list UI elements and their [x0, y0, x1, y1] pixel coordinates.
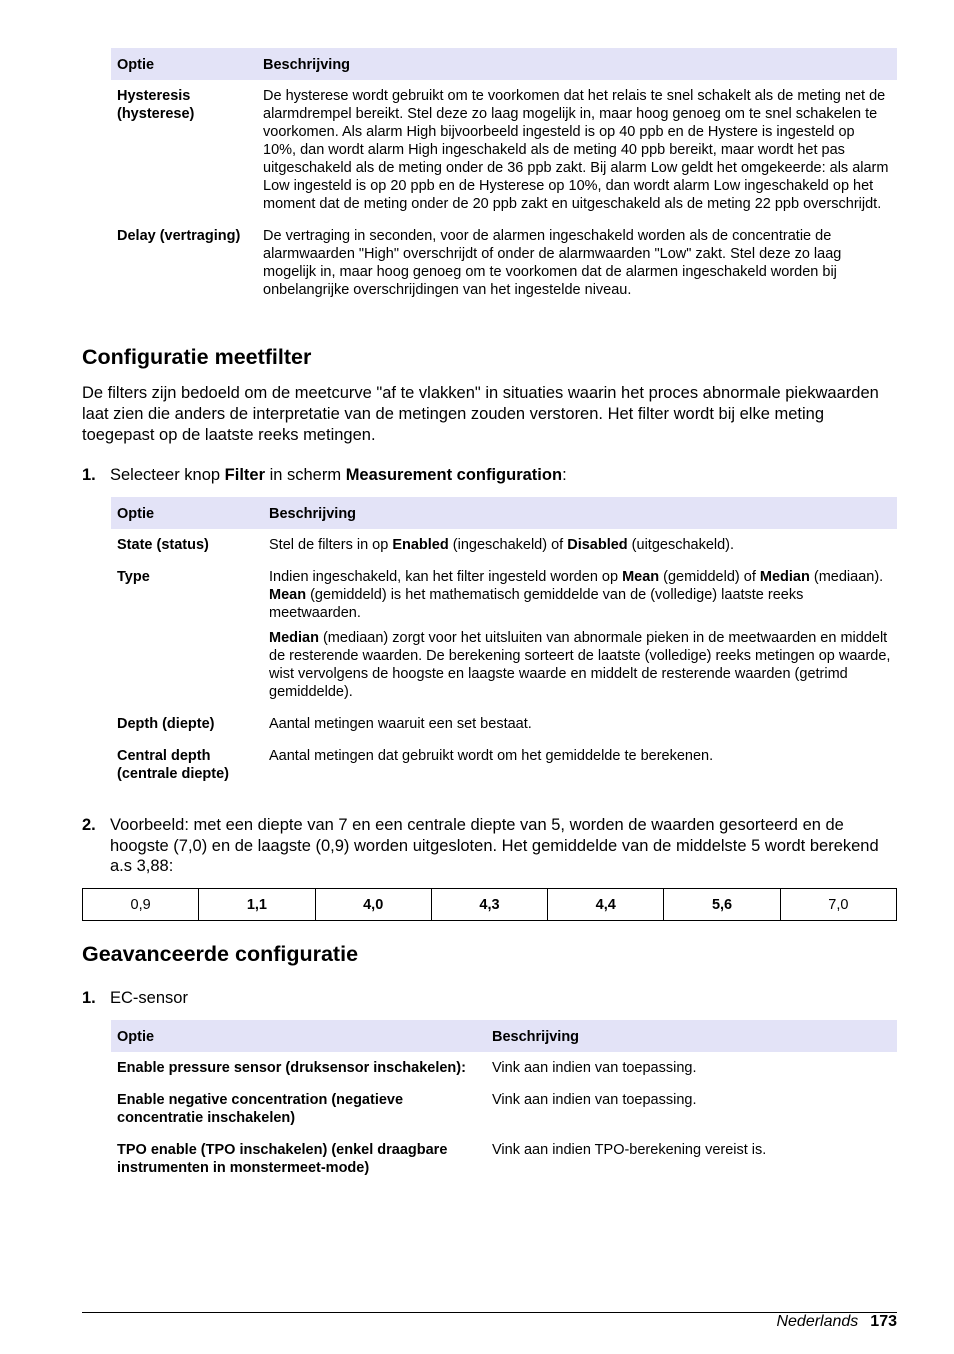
header-optie: Optie [111, 48, 257, 80]
section-title-meetfilter: Configuratie meetfilter [82, 345, 312, 369]
step-text: EC-sensor [110, 989, 188, 1007]
table-header-row [111, 1020, 897, 1052]
table-row [111, 1084, 897, 1134]
option-description: Aantal metingen waaruit een set bestaat. [269, 716, 532, 732]
table-row [111, 220, 897, 306]
section-title-geavanceerd: Geavanceerde configuratie [82, 942, 359, 966]
header-optie: Optie [111, 497, 263, 529]
table-row-central-depth [111, 740, 897, 790]
table-row [111, 1134, 897, 1184]
step-text: Voorbeeld: met een diepte van 7 en een centrale diepte van 5, worden de waarden gesorteerd en de hoogste (7,0) en de laagste (0,9) worden uitgesloten. Het gemiddelde van de middelste 5 wordt berekend a.s 3,88: [110, 816, 879, 875]
header-beschrijving: Beschrijving [486, 1020, 897, 1052]
option-description: Vink aan indien van toepassing. [492, 1060, 697, 1076]
option-description: De vertraging in seconden, voor de alarmen ingeschakeld worden als de concentratie de alarmwaarden "High" overschrijdt of onder de alarmwaarden "Low" zakt. Stel deze zo laag mogelijk in, maar hoog genoeg om te voorkomen dat de alarmen ingeschakeld worden bij onbelangrijke overschrijdingen van het ingestelde niveau. [263, 228, 842, 298]
option-name: Depth (diepte) [117, 716, 215, 732]
option-name: Type [117, 569, 150, 585]
step-1 [82, 465, 897, 486]
option-description: De hysterese wordt gebruikt om te voorkomen dat het relais te snel schakelt als de meting net de alarmdrempel bereikt. Stel deze zo laag mogelijk in, maar hoog genoeg om te snel schakelen te voorkomen. Als alarm High bijvoorbeeld ingesteld is op 40 ppb en de Hystere is ingesteld op 10%, dan wordt alarm High ingeschakeld als de meting 40 ppb bereikt, maar wordt het pas uitgeschakeld als de meting onder de 36 ppb zakt. Bij alarm Low geldt het omgekeerde: als alarm Low ingesteld is op 20 ppb en de Hysterese op 10%, dan wordt alarm Low ingeschakeld op het moment dat de meting onder de 20 ppb zakt en uitgeschakeld als de meting 22 ppb overschrijdt. [263, 88, 889, 212]
options-table-filter [111, 497, 897, 790]
value-cell: 4,4 [548, 889, 664, 921]
option-name: TPO enable (TPO inschakelen) (enkel draagbare instrumenten in monstermeet-mode) [117, 1142, 448, 1176]
section-intro: De filters zijn bedoeld om de meetcurve "af te vlakken" in situaties waarin het proces abnormale piekwaarden laat zien die anders de interpretatie van de metingen zouden verstoren. Het filter wordt bij elke meting toegepast op de laatste reeks metingen. [82, 384, 879, 444]
table-row-depth [111, 708, 897, 740]
table-row [111, 1052, 897, 1084]
value-cell: 4,0 [315, 889, 431, 921]
step-number: 2. [82, 816, 96, 834]
table-header-row [111, 48, 897, 80]
options-table-alarm [111, 48, 897, 306]
value-cell: 1,1 [199, 889, 315, 921]
step-1-ec [82, 988, 897, 1009]
value-cell: 5,6 [664, 889, 780, 921]
header-beschrijving: Beschrijving [257, 48, 897, 80]
option-name: Enable negative concentration (negatieve concentratie inschakelen) [117, 1092, 404, 1126]
option-description: Aantal metingen dat gebruikt wordt om het gemiddelde te berekenen. [269, 748, 714, 764]
value-cell-excluded: 7,0 [780, 889, 896, 921]
option-name: Hysteresis (hysterese) [117, 88, 195, 122]
table-row [111, 80, 897, 220]
option-name: Delay (vertraging) [117, 228, 241, 244]
table-header-row [111, 497, 897, 529]
values-row [83, 889, 897, 921]
footer-divider [82, 1312, 897, 1313]
step-number: 1. [82, 989, 96, 1007]
option-description: Stel de filters in op Enabled (ingeschakeld) of Disabled (uitgeschakeld). [269, 537, 735, 553]
step-text: Selecteer knop Filter in scherm Measurement configuration: [110, 466, 567, 484]
header-optie: Optie [111, 1020, 486, 1052]
page-footer [776, 1312, 897, 1332]
option-description: Vink aan indien van toepassing. [492, 1092, 697, 1108]
value-cell-excluded: 0,9 [83, 889, 199, 921]
filter-button-label: Filter [224, 466, 265, 484]
option-description: Indien ingeschakeld, kan het filter ingesteld worden op Mean (gemiddeld) of Median (mediaan). Mean (gemiddeld) is het mathematisch gemiddelde van de (volledige) laatste reeks meetwaarden. Median (mediaan) zorgt voor het uitsluiten van abnormale pieken in de meetwaarden en middelt de resterende waarden. De berekening sorteert de laatste (volledige) reeks metingen op waarde, wist vervolgens de hoogste en laagste waarde en middelt de resterende waarden (getrimd gemiddelde). [269, 569, 891, 700]
option-name: State (status) [117, 537, 209, 553]
header-beschrijving: Beschrijving [263, 497, 897, 529]
page-number: 173 [870, 1313, 897, 1330]
step-2 [82, 815, 897, 877]
value-cell: 4,3 [431, 889, 547, 921]
table-row-state [111, 529, 897, 561]
step-number: 1. [82, 466, 96, 484]
table-row-type [111, 561, 897, 708]
screen-name: Measurement configuration [345, 466, 563, 484]
footer-language: Nederlands [776, 1313, 859, 1330]
option-name: Central depth (centrale diepte) [117, 748, 229, 782]
sorted-values-table [82, 888, 897, 921]
option-description: Vink aan indien TPO-berekening vereist is. [492, 1142, 767, 1158]
options-table-ec-sensor [111, 1020, 897, 1184]
option-name: Enable pressure sensor (druksensor inschakelen): [117, 1060, 466, 1076]
